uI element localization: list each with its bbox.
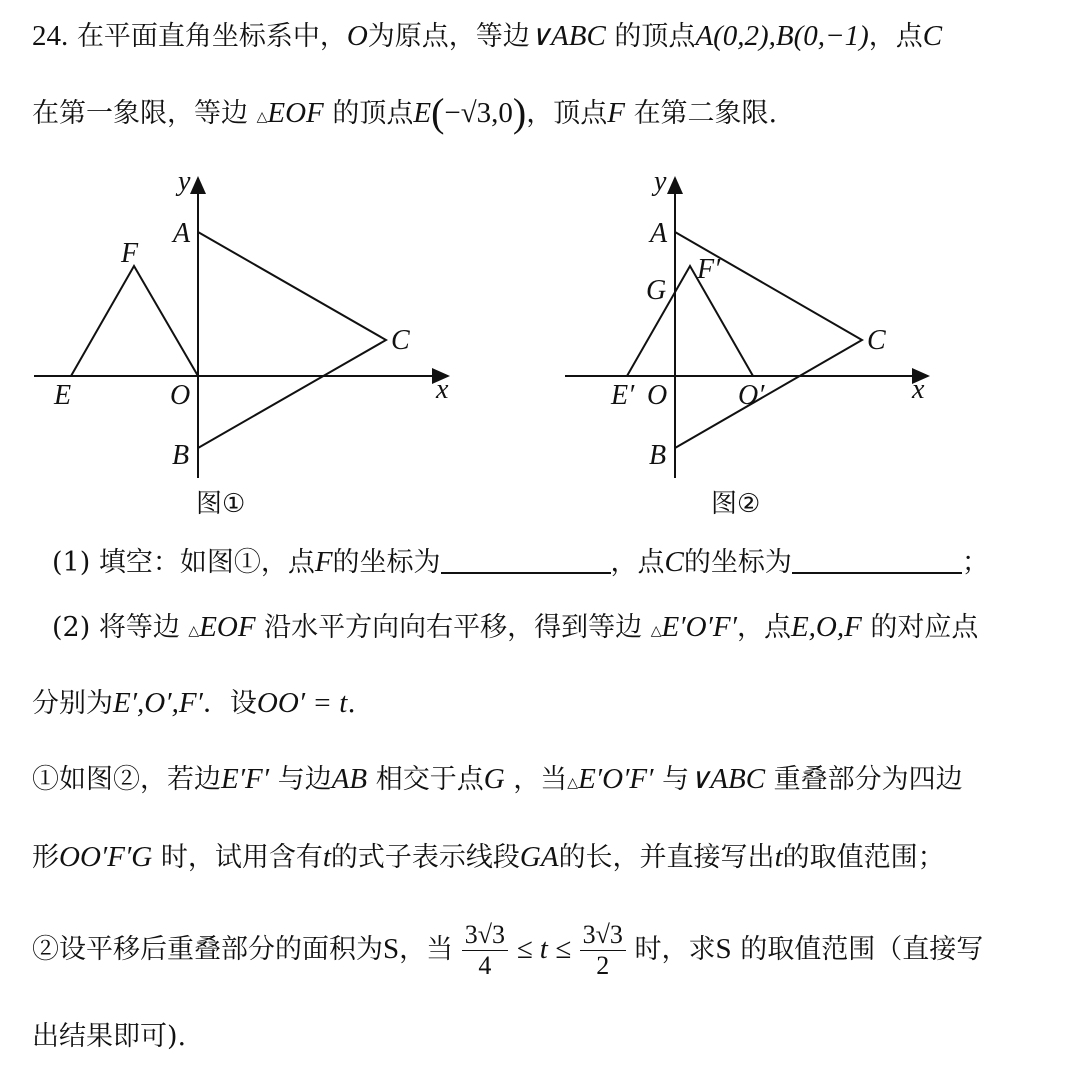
question-1: [52, 545, 989, 580]
sub-question-1-line-2: [32, 840, 945, 875]
math-coords: A(0,2),B(0,−1): [695, 20, 869, 52]
fraction-denominator: 2: [596, 951, 610, 980]
sub-question-2-line-1: [32, 920, 983, 981]
fraction-lower: [462, 920, 508, 981]
text: ，点: [736, 612, 791, 643]
fraction-numerator: 3√3: [580, 920, 626, 951]
text: ；: [961, 547, 989, 578]
text: 的长，并直接写出: [558, 842, 775, 873]
text: 在平面直角坐标系中，: [76, 21, 347, 52]
math-var: S: [383, 933, 400, 965]
answer-blank-f[interactable]: [441, 548, 611, 574]
math-triangle: E′O′F′: [661, 611, 737, 643]
math-var: t: [322, 841, 331, 873]
math-quad: OO′F′G: [59, 841, 153, 873]
text: 的坐标为: [683, 547, 792, 578]
math-var: F: [314, 546, 333, 578]
label-x: x: [912, 374, 925, 405]
text: ，点: [610, 547, 665, 578]
text: 的坐标为: [332, 547, 441, 578]
fraction-numerator: 3√3: [462, 920, 508, 951]
math-inequality: ≤ t ≤: [516, 933, 571, 965]
label-y: y: [654, 166, 667, 197]
label-f-prime: F′: [697, 254, 721, 285]
text: ②设平移后重叠部分的面积为: [32, 934, 383, 965]
text: ，当: [399, 934, 454, 965]
text: 的取值范围（直接写: [740, 934, 984, 965]
problem-number: 24.: [32, 20, 69, 52]
math-seg: AB: [331, 763, 368, 795]
triangle-symbol: △: [567, 775, 579, 791]
triangle-abc: [198, 232, 386, 448]
text: (2) 将等边: [52, 612, 180, 643]
text: 与边: [277, 764, 332, 795]
text: ，当: [513, 764, 568, 795]
text: 的取值范围；: [782, 842, 945, 873]
fraction-upper: [580, 920, 626, 981]
text: 的顶点: [332, 98, 414, 129]
question-2-line-2: [32, 686, 356, 721]
math-triangle: EOF: [199, 611, 256, 643]
text: 形: [32, 842, 59, 873]
math-var: S: [715, 933, 732, 965]
label-x: x: [436, 374, 449, 405]
math-points: E,O,F: [790, 611, 862, 643]
text: 的顶点: [614, 21, 696, 52]
sub-question-1-line-1: [32, 762, 963, 800]
text: 在第二象限.: [633, 98, 778, 129]
text: 时，试用含有: [160, 842, 323, 873]
text: 在第一象限，等边: [32, 98, 248, 129]
label-g: G: [646, 275, 667, 306]
text: ，点: [868, 21, 923, 52]
math-points: E′,O′,F′: [113, 687, 203, 719]
paren: ): [512, 90, 527, 135]
triangle-symbol: △: [256, 109, 268, 125]
label-b: B: [649, 440, 667, 471]
label-f: F: [121, 238, 139, 269]
paren: (: [431, 90, 445, 135]
text: 重叠部分为四边: [773, 764, 963, 795]
text: (1) 填空：如图①，点: [52, 547, 315, 578]
math-var: C: [922, 20, 943, 52]
label-a: A: [650, 218, 668, 249]
text: ．设: [202, 688, 257, 719]
text: 的对应点: [870, 612, 979, 643]
math-var: G: [483, 763, 505, 795]
label-e-prime: E′: [611, 380, 635, 411]
text: 的式子表示线段: [330, 842, 520, 873]
text: ①如图②，若边: [32, 764, 221, 795]
math-var: t: [774, 841, 783, 873]
label-a: A: [173, 218, 191, 249]
text: 沿水平方向向右平移，得到等边: [264, 612, 643, 643]
text: .: [347, 688, 356, 719]
text: 时，求: [634, 934, 716, 965]
math-triangle: ∨ABC: [529, 20, 606, 52]
text: 相交于点: [375, 764, 484, 795]
figure-1: [34, 178, 448, 478]
sub-question-2-line-2: [32, 1020, 186, 1054]
math-seg: E′F′: [221, 763, 270, 795]
math-coords: −√3,0: [444, 97, 513, 129]
caption-fig2: 图②: [711, 489, 761, 519]
text: 与: [662, 764, 690, 795]
label-c: C: [867, 325, 886, 356]
triangle-eof: [71, 266, 198, 376]
math-var: F: [607, 97, 625, 129]
label-o-prime: O′: [738, 380, 765, 411]
math-var: O: [346, 20, 368, 52]
math-seg: GA: [519, 841, 559, 873]
math-triangle: E′O′F′: [578, 763, 654, 795]
label-y: y: [178, 166, 191, 197]
triangle-symbol: △: [650, 623, 662, 639]
text: 分别为: [32, 688, 113, 719]
text: 为原点，等边: [367, 21, 530, 52]
math-triangle: EOF: [267, 97, 324, 129]
label-e: E: [54, 380, 72, 411]
text: ，顶点: [526, 98, 608, 129]
figures: [0, 0, 1080, 540]
math-var: E: [413, 97, 432, 129]
math-expr: OO′ = t: [256, 687, 348, 719]
text: 出结果即可).: [32, 1021, 187, 1052]
math-var: C: [664, 546, 684, 578]
math-triangle: ∨ABC: [689, 763, 766, 795]
label-b: B: [172, 440, 190, 471]
fraction-denominator: 4: [478, 951, 492, 980]
label-c: C: [391, 325, 410, 356]
label-o: O: [647, 380, 668, 411]
caption-fig1: 图①: [196, 489, 246, 519]
answer-blank-c[interactable]: [792, 548, 962, 574]
question-2-line-1: [52, 610, 978, 648]
label-o: O: [170, 380, 191, 411]
triangle-symbol: △: [188, 623, 200, 639]
